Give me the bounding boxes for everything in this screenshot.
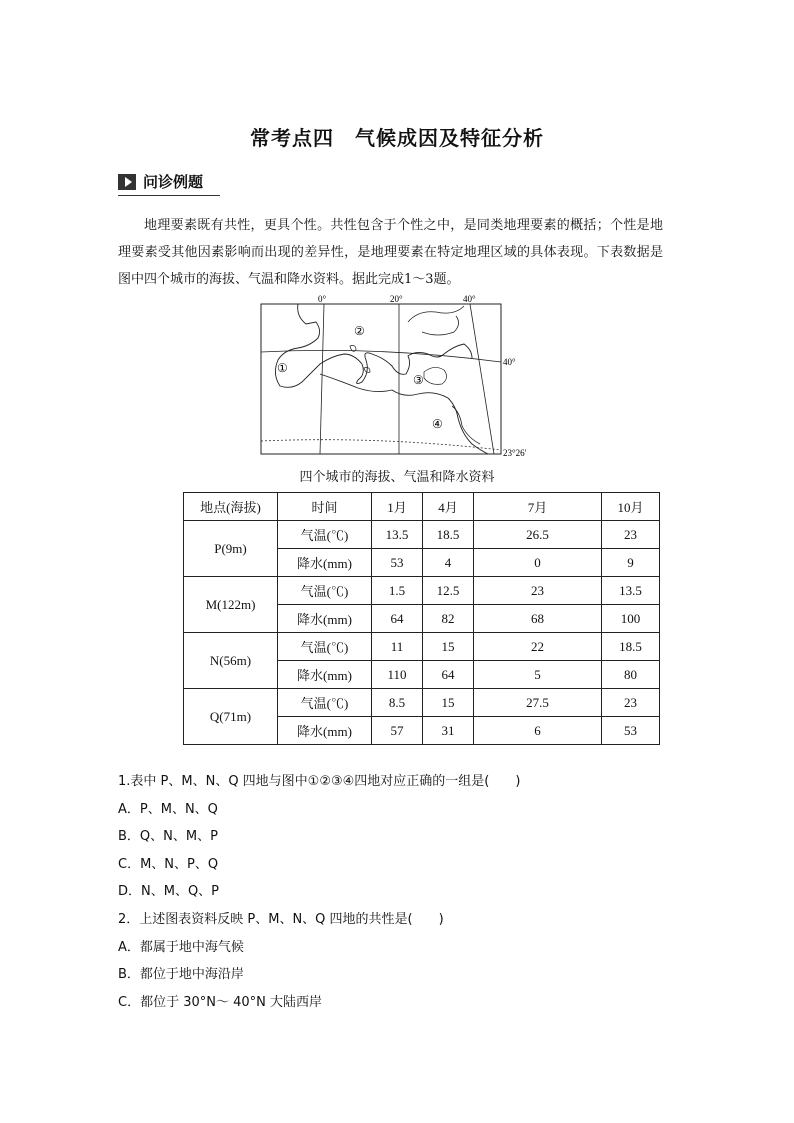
value-cell: 53: [372, 549, 423, 577]
value-cell: 64: [372, 605, 423, 633]
place-cell: P(9m): [184, 521, 278, 577]
value-cell: 18.5: [423, 521, 474, 549]
meridian-0: [320, 304, 324, 454]
item-cell: 降水(mm): [278, 717, 372, 745]
item-cell: 降水(mm): [278, 661, 372, 689]
value-cell: 57: [372, 717, 423, 745]
coastline-south: [320, 374, 488, 454]
lat-label-tropic: 23°26′: [503, 448, 527, 458]
question-2: 2．上述图表资料反映 P、M、N、Q 四地的共性是( ): [118, 911, 444, 927]
climate-table: [183, 492, 660, 745]
place-cell: N(56m): [184, 633, 278, 689]
value-cell: 53: [602, 717, 660, 745]
value-cell: 13.5: [602, 577, 660, 605]
table-row: [184, 689, 660, 717]
value-cell: 64: [423, 661, 474, 689]
black-sea: [408, 306, 464, 335]
table-caption: 四个城市的海拔、气温和降水资料: [299, 470, 495, 485]
item-cell: 降水(mm): [278, 549, 372, 577]
table-row: [184, 633, 660, 661]
value-cell: 8.5: [372, 689, 423, 717]
value-cell: 6: [474, 717, 602, 745]
map-point-2: ②: [354, 324, 365, 338]
question-1: 1.表中 P、M、N、Q 四地与图中①②③④四地对应正确的一组是( ): [118, 774, 521, 789]
value-cell: 68: [474, 605, 602, 633]
value-cell: 23: [602, 689, 660, 717]
header-jan: 1月: [372, 493, 423, 521]
value-cell: 23: [602, 521, 660, 549]
value-cell: 13.5: [372, 521, 423, 549]
value-cell: 100: [602, 605, 660, 633]
header-apr: 4月: [423, 493, 474, 521]
parallel-tropic: [261, 440, 501, 450]
value-cell: 27.5: [474, 689, 602, 717]
q1-option-d: D．N、M、Q、P: [118, 884, 220, 900]
map-point-3: ③: [413, 373, 424, 387]
value-cell: 18.5: [602, 633, 660, 661]
value-cell: 110: [372, 661, 423, 689]
value-cell: 15: [423, 633, 474, 661]
header-item: 时间: [278, 493, 372, 521]
section-heading: [118, 171, 220, 196]
header-place: 地点(海拔): [184, 493, 278, 521]
value-cell: 1.5: [372, 577, 423, 605]
value-cell: 80: [602, 661, 660, 689]
lat-label-40: 40°: [503, 357, 516, 367]
value-cell: 31: [423, 717, 474, 745]
table-header-row: [184, 493, 660, 521]
item-cell: 气温(℃): [278, 633, 372, 661]
place-cell: Q(71m): [184, 689, 278, 745]
q1-option-b: B．Q、N、M、P: [118, 829, 218, 845]
table-row: [184, 577, 660, 605]
header-oct: 10月: [602, 493, 660, 521]
value-cell: 23: [474, 577, 602, 605]
lon-label-40: 40°: [463, 294, 476, 304]
q2-option-c: C．都位于 30°N～ 40°N 大陆西岸: [118, 994, 323, 1010]
item-cell: 降水(mm): [278, 605, 372, 633]
q1-option-c: C．M、N、P、Q: [118, 856, 219, 872]
page-title: 常考点四 气候成因及特征分析: [250, 126, 544, 150]
item-cell: 气温(℃): [278, 689, 372, 717]
value-cell: 11: [372, 633, 423, 661]
value-cell: 12.5: [423, 577, 474, 605]
place-cell: M(122m): [184, 577, 278, 633]
q1-option-a: A．P、M、N、Q: [118, 801, 218, 817]
play-triangle-icon: [118, 174, 136, 190]
value-cell: 9: [602, 549, 660, 577]
parallel-40: [261, 350, 501, 362]
lon-label-0: 0°: [318, 294, 327, 304]
value-cell: 22: [474, 633, 602, 661]
island: [424, 367, 447, 384]
header-jul: 7月: [474, 493, 602, 521]
section-label: 问诊例题: [143, 173, 204, 191]
mediterranean-map: [258, 294, 540, 458]
value-cell: 4: [423, 549, 474, 577]
map-point-4: ④: [432, 417, 443, 431]
q2-option-a: A．都属于地中海气候: [118, 939, 244, 955]
value-cell: 0: [474, 549, 602, 577]
value-cell: 82: [423, 605, 474, 633]
value-cell: 26.5: [474, 521, 602, 549]
coastline-north: [275, 304, 472, 387]
value-cell: 15: [423, 689, 474, 717]
table-row: [184, 521, 660, 549]
q2-option-b: B．都位于地中海沿岸: [118, 967, 244, 983]
meridian-40: [470, 304, 494, 454]
item-cell: 气温(℃): [278, 577, 372, 605]
item-cell: 气温(℃): [278, 521, 372, 549]
lon-label-20: 20°: [390, 294, 403, 304]
intro-paragraph: 地理要素既有共性，更具个性。共性包含于个性之中，是同类地理要素的概括；个性是地理要素受其他因素影响而出现的差异性，是地理要素在特定地理区域的具体表现。下表数据是图中四个城市的海拔、气温和降水资料。据此完成1～3题。: [118, 218, 663, 287]
map-point-1: ①: [277, 361, 288, 375]
questions: [118, 768, 678, 1016]
value-cell: 5: [474, 661, 602, 689]
